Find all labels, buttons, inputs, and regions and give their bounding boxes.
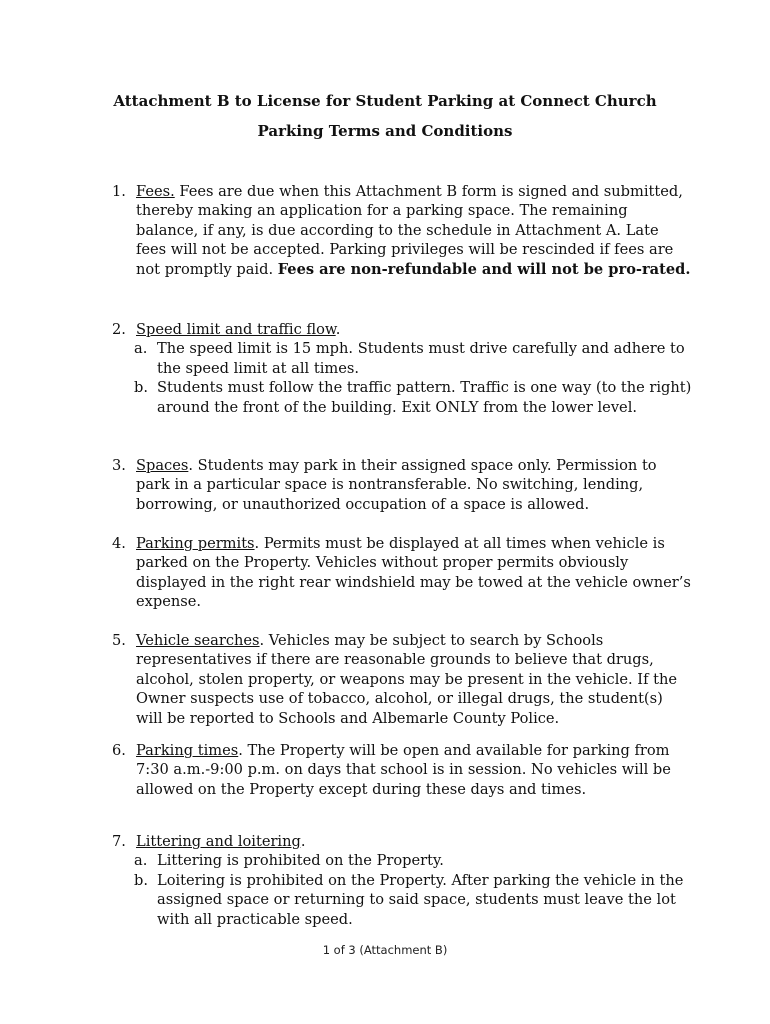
sub-item-text: Students must follow the traffic pattern. Traffic is one way (to the right) around the front of the building. Exit ONLY from the lower level. (157, 379, 692, 416)
document-subtitle: Parking Terms and Conditions (257, 122, 513, 140)
sub-item-label: a. (134, 852, 148, 870)
item-body (136, 832, 692, 851)
item-body (136, 741, 692, 799)
term-item-parking-permits (112, 534, 692, 612)
item-text: . The Property will be open and available for parking from 7:30 a.m.-9:00 p.m. on days that school is in session. No vehicles will be allowed on the Property except during these days and times. (136, 742, 671, 798)
page-footer: 1 of 3 (Attachment B) (322, 943, 448, 957)
term-item-littering (112, 832, 692, 929)
item-heading: Parking permits (136, 535, 255, 552)
item-number: 7. (112, 833, 126, 850)
item-bold-text: Fees are non-refundable and will not be pro-rated. (277, 260, 691, 278)
sub-item (134, 851, 692, 870)
term-item-fees (112, 182, 692, 279)
sub-item-text: Littering is prohibited on the Property. (157, 852, 444, 870)
item-body (136, 534, 692, 612)
term-item-vehicle-searches (112, 631, 692, 728)
sub-item-label: b. (134, 871, 148, 889)
term-item-parking-times (112, 741, 692, 799)
item-heading: Spaces (136, 457, 189, 474)
sub-item-label: b. (134, 379, 148, 397)
item-number: 6. (112, 742, 126, 759)
item-text: . (300, 833, 306, 850)
document-title: Attachment B to License for Student Parking at Connect Church (113, 92, 657, 110)
item-heading: Speed limit and traffic flow (136, 321, 336, 338)
item-body (136, 320, 692, 339)
item-text: Fees are due when this Attachment B form is signed and submitted, thereby making an application for a parking space. The remaining balance, if any, is due according to the schedule in Attachment A. Late fees will not be accepted. Parking privileges will be rescinded if fees are not promptly paid. (136, 183, 683, 278)
sub-item-text: Loitering is prohibited on the Property. After parking the vehicle in the assigned space or returning to said space, students must leave the lot with all practicable speed. (157, 871, 684, 928)
item-number: 2. (112, 321, 126, 338)
sub-item (134, 378, 692, 417)
item-heading: Vehicle searches (136, 632, 260, 649)
sub-item (134, 339, 692, 378)
item-heading: Parking times (136, 742, 239, 759)
sub-item-label: a. (134, 340, 148, 358)
item-number: 4. (112, 535, 126, 552)
item-text: . Students may park in their assigned space only. Permission to park in a particular space is nontransferable. No switching, lending, borrowing, or unauthorized occupation of a space is allowed. (136, 457, 657, 513)
item-body (136, 182, 692, 279)
item-body (136, 631, 692, 728)
item-heading: Littering and loitering (136, 833, 301, 850)
term-item-speed-limit (112, 320, 692, 417)
item-number: 5. (112, 632, 126, 649)
sub-item-text: The speed limit is 15 mph. Students must drive carefully and adhere to the speed limit at all times. (157, 340, 685, 377)
item-text: . Vehicles may be subject to search by Schools representatives if there are reasonable grounds to believe that drugs, alcohol, stolen property, or weapons may be present in the vehicle. If the Owner suspects use of tobacco, alcohol, or illegal drugs, the student(s) will be reported to Schools and Albemarle County Police. (136, 632, 678, 727)
item-body (136, 456, 692, 514)
item-heading: Fees. (136, 183, 175, 200)
item-text: . (335, 321, 341, 338)
item-number: 1. (112, 183, 126, 200)
sub-item (134, 871, 692, 929)
term-item-spaces (112, 456, 692, 514)
item-number: 3. (112, 457, 126, 474)
item-text: . Permits must be displayed at all times when vehicle is parked on the Property. Vehicles without proper permits obviously displayed in the right rear windshield may be towed at the vehicle owner’s expense. (136, 535, 691, 611)
